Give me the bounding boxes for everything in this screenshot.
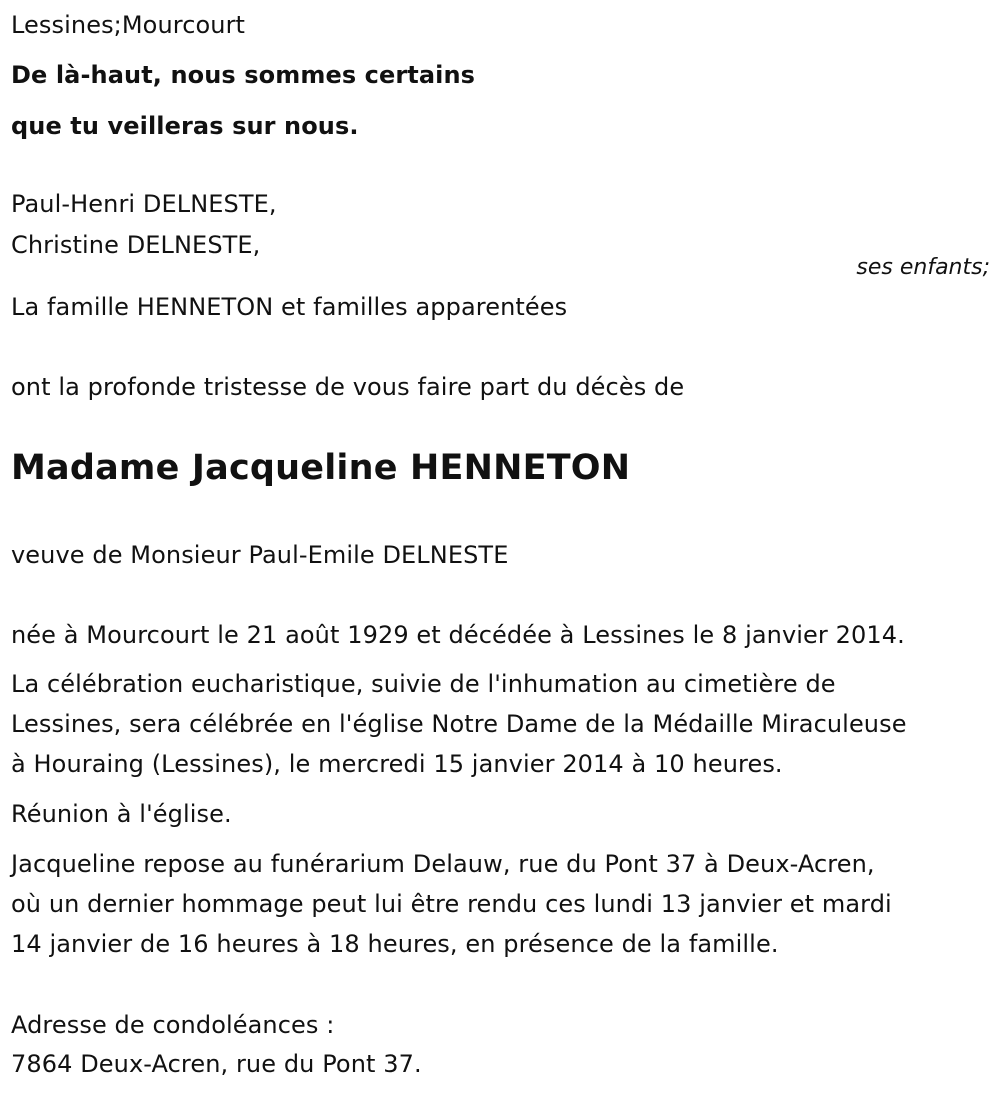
condolences-address: 7864 Deux-Acren, rue du Pont 37.	[11, 1050, 422, 1078]
ceremony-line: à Houraing (Lessines), le mercredi 15 janvier 2014 à 10 heures.	[11, 750, 783, 778]
ceremony-line: La célébration eucharistique, suivie de l'inhumation au cimetière de	[11, 670, 836, 698]
family-extended: La famille HENNETON et familles apparentées	[11, 293, 568, 321]
announcement-line: ont la profonde tristesse de vous faire part du décès de	[11, 373, 685, 401]
location-line: Lessines;Mourcourt	[11, 11, 246, 39]
viewing-paragraph	[11, 844, 991, 964]
condolences-label: Adresse de condoléances :	[11, 1011, 335, 1039]
quote-line-1: De là-haut, nous sommes certains	[11, 61, 476, 89]
ceremony-paragraph	[11, 664, 991, 784]
family-child-2: Christine DELNESTE,	[11, 231, 261, 259]
viewing-line: 14 janvier de 16 heures à 18 heures, en présence de la famille.	[11, 930, 779, 958]
ceremony-line: Lessines, sera célébrée en l'église Notre Dame de la Médaille Miraculeuse	[11, 710, 907, 738]
birth-death-line: née à Mourcourt le 21 août 1929 et décédée à Lessines le 8 janvier 2014.	[11, 621, 905, 649]
viewing-line: où un dernier hommage peut lui être rendu ces lundi 13 janvier et mardi	[11, 890, 892, 918]
viewing-line: Jacqueline repose au funérarium Delauw, rue du Pont 37 à Deux-Acren,	[11, 850, 875, 878]
quote-line-2: que tu veilleras sur nous.	[11, 112, 359, 140]
children-role: ses enfants;	[856, 255, 990, 280]
deceased-name: Madame Jacqueline HENNETON	[11, 448, 631, 488]
widow-of-line: veuve de Monsieur Paul-Emile DELNESTE	[11, 541, 509, 569]
meeting-line: Réunion à l'église.	[11, 800, 232, 828]
family-child-1: Paul-Henri DELNESTE,	[11, 190, 277, 218]
